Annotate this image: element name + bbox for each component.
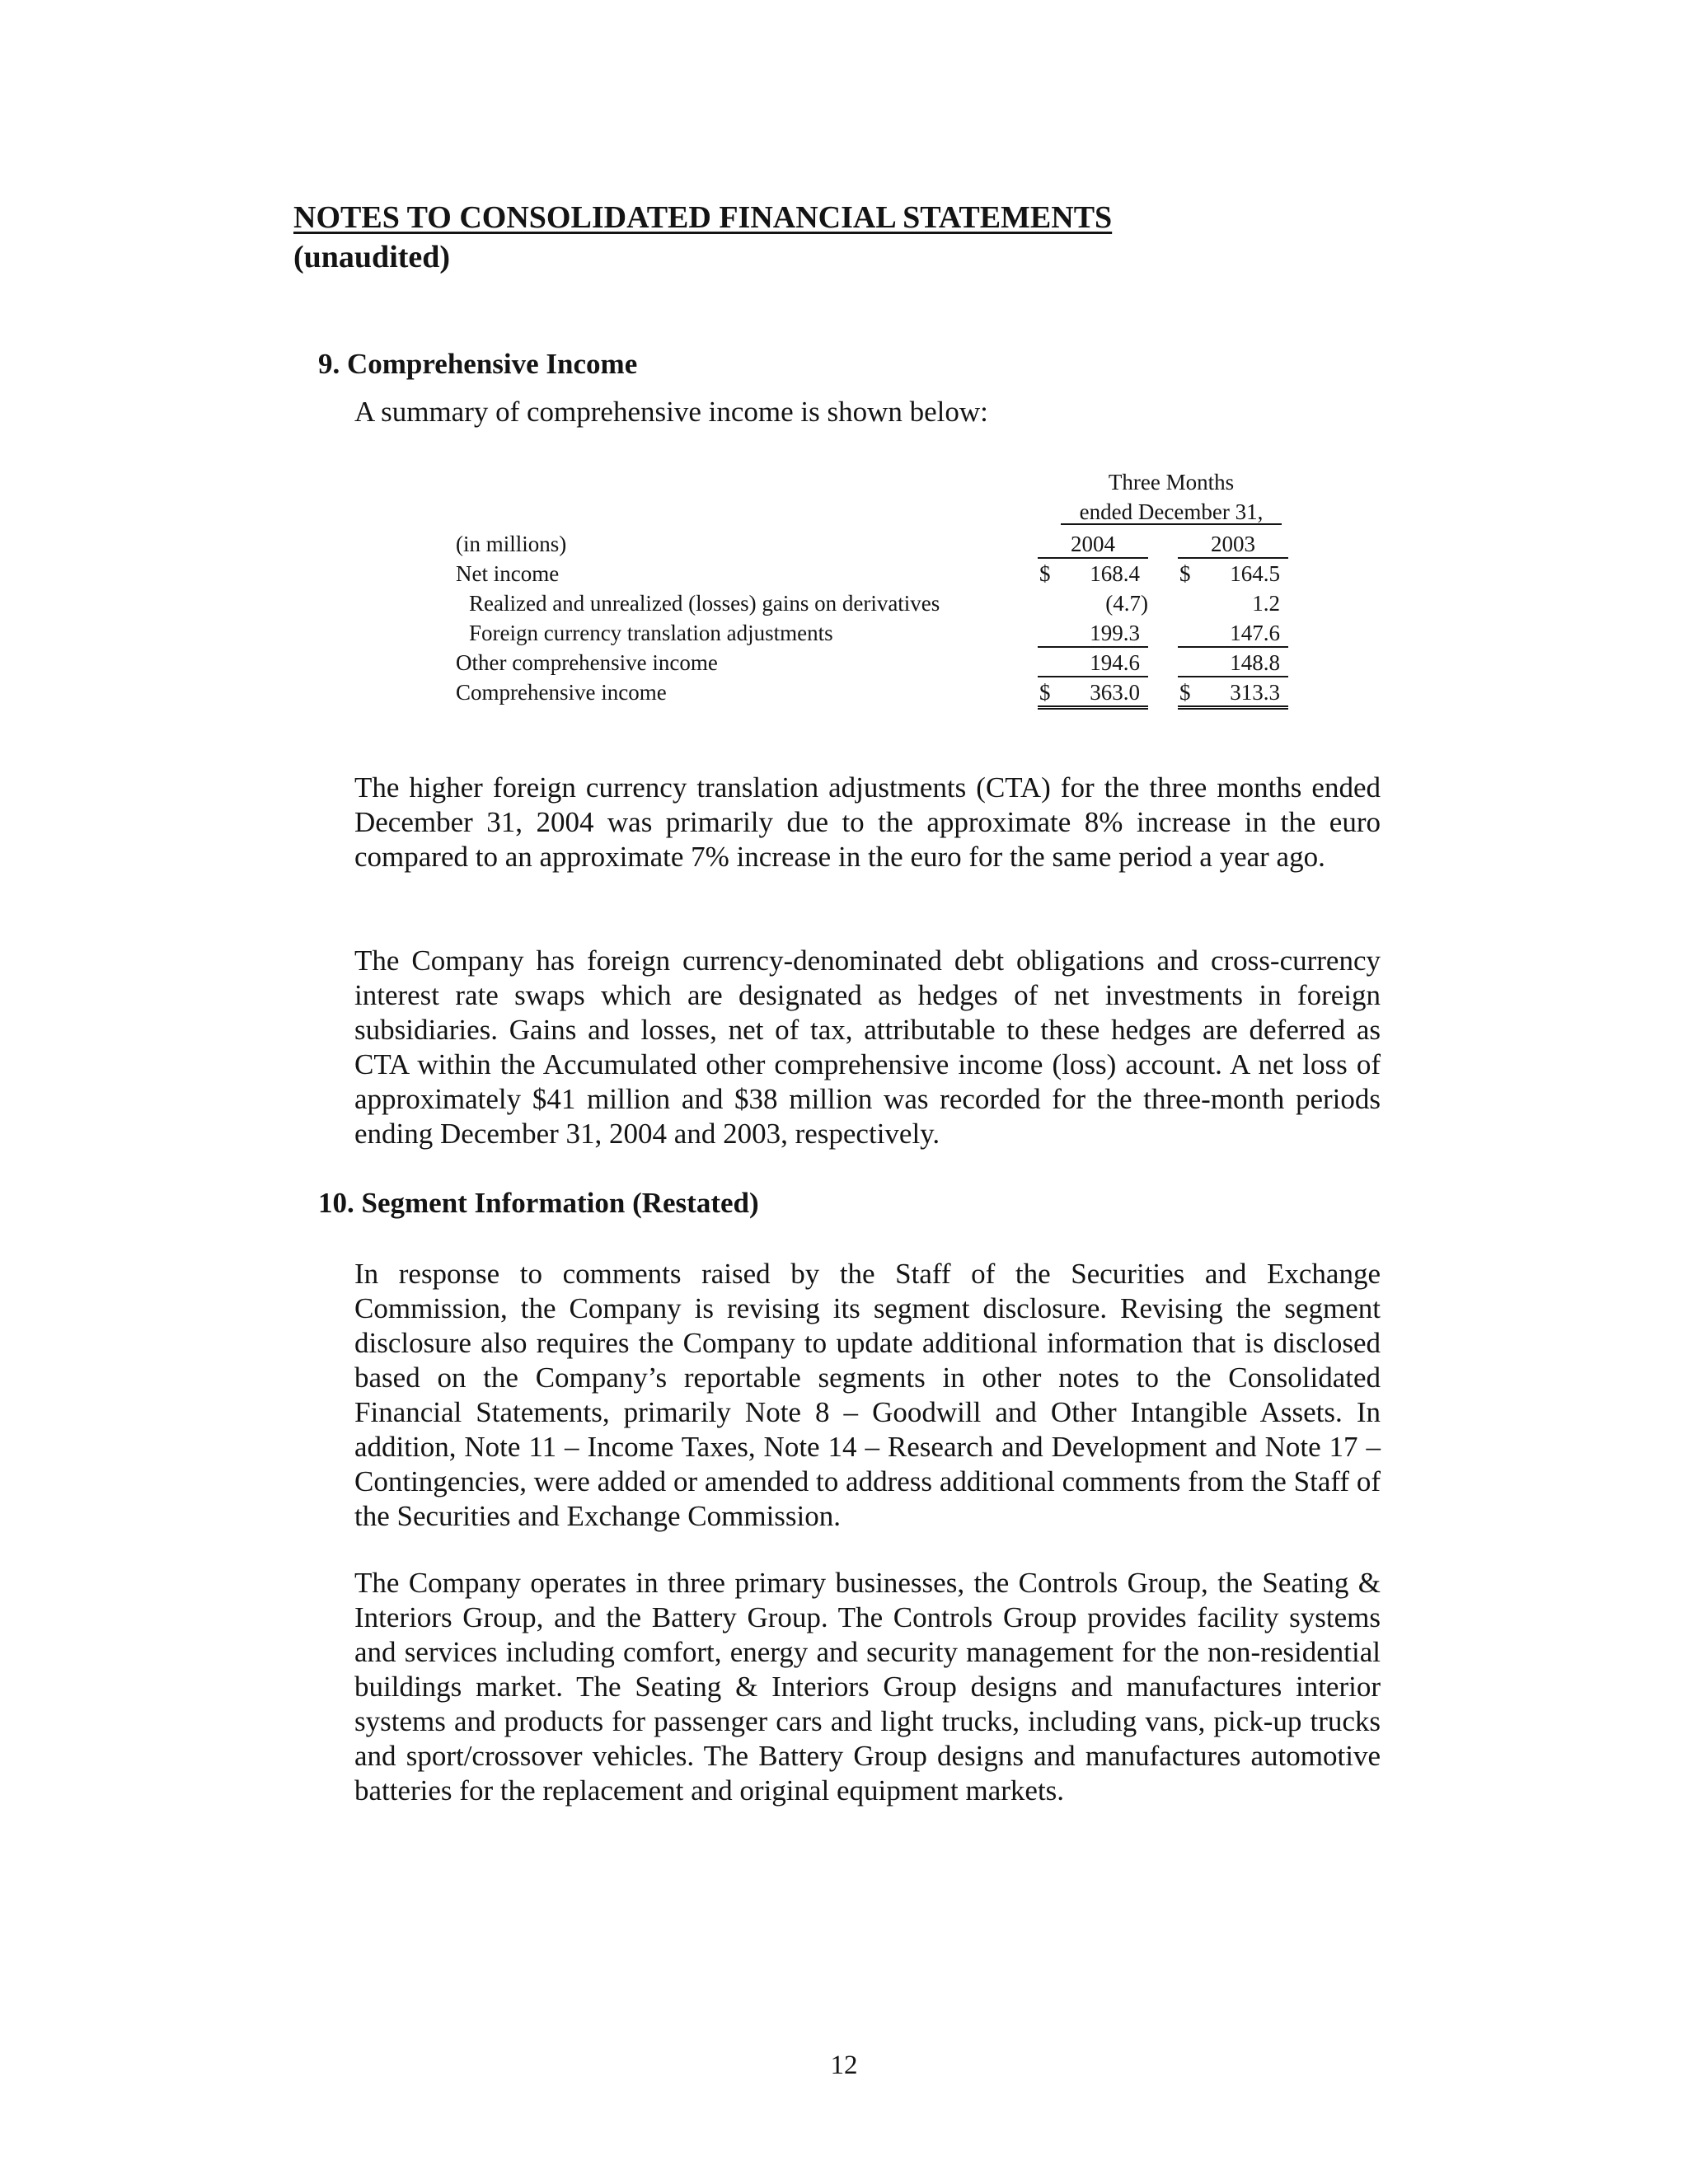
value: (4.7) xyxy=(1105,591,1148,616)
table-header-row xyxy=(456,529,1288,559)
section-9-title: Comprehensive Income xyxy=(347,348,638,380)
col-2004-header xyxy=(1038,529,1148,559)
cell-2004 xyxy=(1038,618,1148,648)
table-row xyxy=(456,588,1288,618)
page-title-line1: NOTES TO CONSOLIDATED FINANCIAL STATEMENTS xyxy=(293,200,1113,235)
col-2003-label: 2003 xyxy=(1211,532,1255,556)
value: 148.8 xyxy=(1230,650,1280,675)
col-2004-label: 2004 xyxy=(1071,532,1115,556)
row-label: Comprehensive income xyxy=(456,680,667,705)
cell-2003 xyxy=(1178,618,1288,648)
cell-2004 xyxy=(1038,677,1148,710)
col-2003-header xyxy=(1178,529,1288,559)
section-10-paragraph-1: In response to comments raised by the Staff of the Securities and Exchange Commission, the Company is revising its segment disclosure. Revising the segment disclosure also requires the Company to update additional information that is disclosed based on the Company’s reportable segments in other notes to the Consolidated Financial Statements, primarily Note 8 – Goodwill and Other Intangible Assets. In addition, Note 11 – Income Taxes, Note 14 – Research and Development and Note 17 – Contingencies, were added or amended to address additional comments from the Staff of the Securities and Exchange Commission. xyxy=(354,1258,1381,1532)
cell-2003 xyxy=(1178,588,1288,616)
section-9-paragraph-1: The higher foreign currency translation adjustments (CTA) for the three months ended December 31, 2004 was primarily due to the approximate 8% increase in the euro compared to an approximate 7% increase in the euro for the same period a year ago. xyxy=(354,771,1381,873)
table-header-ended: ended December 31, xyxy=(1057,499,1285,525)
row-label: Foreign currency translation adjustments xyxy=(469,621,833,645)
cell-2003 xyxy=(1178,648,1288,677)
table-row xyxy=(456,559,1288,588)
value: 363.0 xyxy=(1090,680,1140,705)
table-row xyxy=(456,648,1288,677)
section-10-title: Segment Information (Restated) xyxy=(361,1187,759,1219)
section-10-heading xyxy=(318,1185,759,1221)
section-9-heading xyxy=(318,346,637,382)
page-title xyxy=(293,198,1112,277)
section-9-intro: A summary of comprehensive income is shown below: xyxy=(354,396,988,428)
value: 199.3 xyxy=(1090,621,1140,645)
row-label: Realized and unrealized (losses) gains on derivatives xyxy=(469,591,940,616)
page-number: 12 xyxy=(830,2050,858,2080)
cell-2004 xyxy=(1038,559,1148,587)
currency-sign: $ xyxy=(1039,561,1051,586)
section-9-paragraph-2: The Company has foreign currency-denominated debt obligations and cross-currency interest rate swaps which are designated as hedges of net investments in foreign subsidiaries. Gains and losses, net of tax, attributable to these hedges are deferred as CTA within the Accumulated other comprehensive income (loss) account. A net loss of approximately $41 million and $38 million was recorded for the three-month periods ending December 31, 2004 and 2003, respectively. xyxy=(354,944,1381,1150)
value: 313.3 xyxy=(1230,680,1280,705)
page-title-line2: (unaudited) xyxy=(293,240,451,274)
cell-2003 xyxy=(1178,559,1288,587)
cell-2004 xyxy=(1038,648,1148,677)
value: 1.2 xyxy=(1252,591,1280,616)
value: 164.5 xyxy=(1230,561,1280,586)
cell-2003 xyxy=(1178,677,1288,710)
currency-sign: $ xyxy=(1039,680,1051,705)
section-10-paragraph-2: The Company operates in three primary businesses, the Controls Group, the Seating & Interiors Group, and the Battery Group. The Controls Group provides facility systems and services including comfort, energy and security management for the non-residential buildings market. The Seating & Interiors Group designs and manufactures interior systems and products for passenger cars and light trucks, including vans, pick-up trucks and sport/crossover vehicles. The Battery Group designs and manufactures automotive batteries for the replacement and original equipment markets. xyxy=(354,1567,1381,1807)
table-row xyxy=(456,618,1288,648)
cell-2004 xyxy=(1038,588,1148,616)
value: 194.6 xyxy=(1090,650,1140,675)
currency-sign: $ xyxy=(1179,680,1191,705)
section-9-number: 9. xyxy=(318,348,340,380)
value: 147.6 xyxy=(1230,621,1280,645)
table-header-period: Three Months xyxy=(1108,470,1235,494)
section-10-number: 10. xyxy=(318,1187,354,1219)
row-label: Other comprehensive income xyxy=(456,650,718,675)
value: 168.4 xyxy=(1090,561,1140,586)
currency-sign: $ xyxy=(1179,561,1191,586)
units-label: (in millions) xyxy=(456,532,567,556)
table-row xyxy=(456,677,1288,707)
row-label: Net income xyxy=(456,561,560,586)
